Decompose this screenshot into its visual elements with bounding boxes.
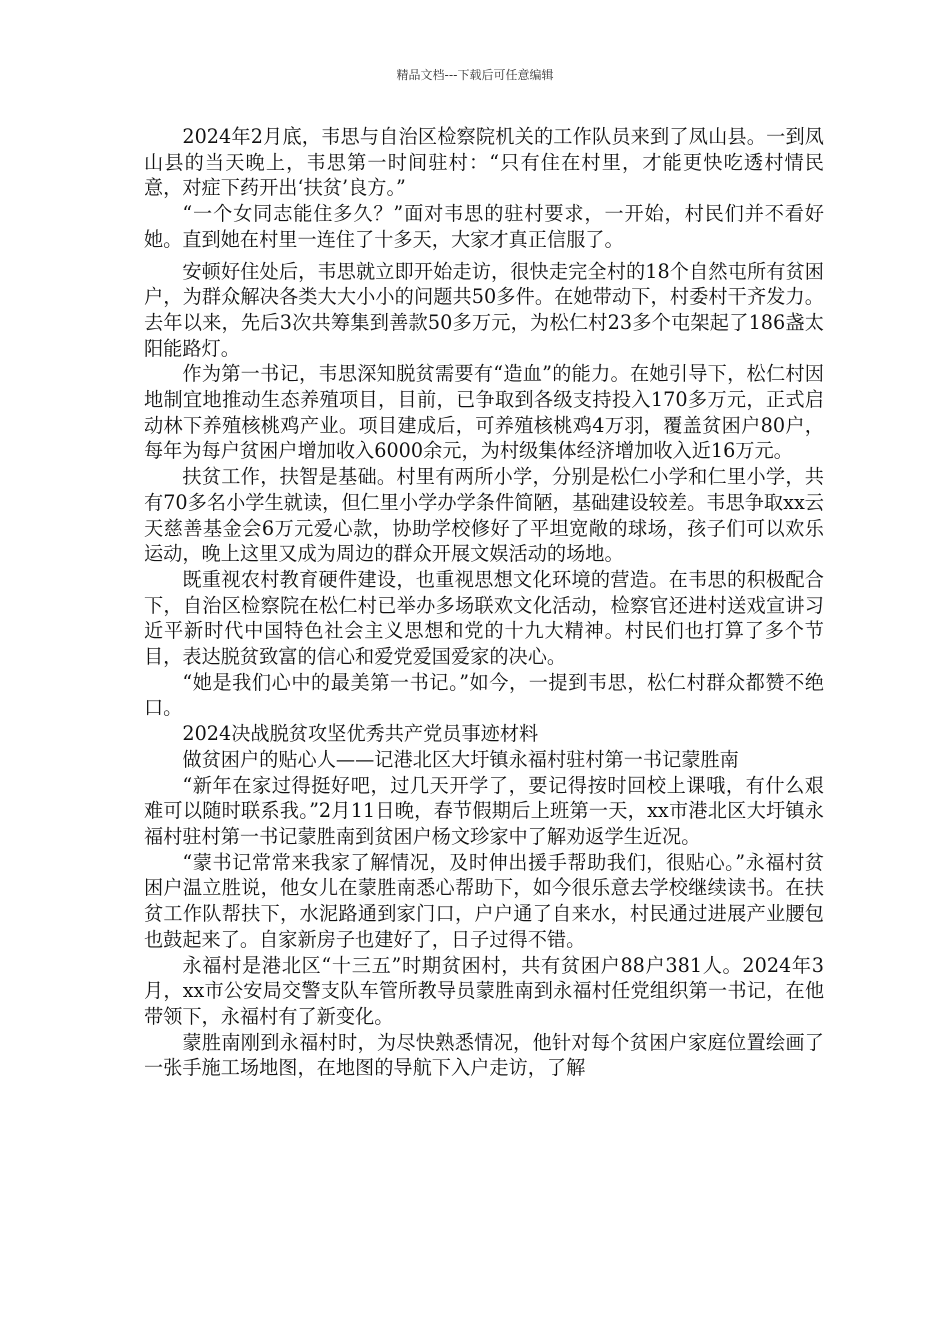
paragraph-8: “新年在家过得挺好吧，过几天开学了，要记得按时回校上课哦，有什么艰难可以随时联系我。”2月11日晚，春节假期后上班第一天，xx市港北区大圩镇永福村驻村第一书记蒙胜南到贫困户杨文珍家中了解劝返学生近况。 (144, 773, 824, 848)
paragraph-5: 扶贫工作，扶智是基础。村里有两所小学，分别是松仁小学和仁里小学，共有70多名小学生就读，但仁里小学办学条件简陋，基础建设较差。韦思争取xx云天慈善基金会6万元爱心款，协助学校修好了平坦宽敞的球场，孩子们可以欢乐运动，晚上这里又成为周边的群众开展文娱活动的场地。 (144, 465, 824, 566)
article-title: 做贫困户的贴心人——记港北区大圩镇永福村驻村第一书记蒙胜南 (182, 747, 739, 771)
paragraph-2: “一个女同志能住多久？”面对韦思的驻村要求，一开始，村民们并不看好她。直到她在村里一连住了十多天，大家才真正信服了。 (144, 202, 824, 251)
paragraph-11: 蒙胜南刚到永福村时，为尽快熟悉情况，他针对每个贫困户家庭位置绘画了一张手施工场地图，在地图的导航下入户走访，了解 (144, 1030, 824, 1080)
paragraph-6: 既重视农村教育硬件建设，也重视思想文化环境的营造。在韦思的积极配合下，自治区检察院在松仁村已举办多场联欢文化活动，检察官还进村送戏宣讲习近平新时代中国特色社会主义思想和党的十九大精神。村民们也打算了多个节目，表达脱贫致富的信心和爱党爱国爱家的决心。 (144, 567, 824, 669)
paragraph-4: 作为第一书记，韦思深知脱贫需要有“造血”的能力。在她引导下，松仁村因地制宜地推动生态养殖项目，目前，已争取到各级支持投入170多万元，正式启动林下养殖核桃鸡产业。项目建成后，可养殖核桃鸡4万羽，覆盖贫困户80户，每年为每户贫困户增加收入6000余元，为村级集体经济增加收入近16万元。 (144, 362, 824, 463)
document-body (144, 124, 824, 1081)
paragraph-3: 安顿好住处后，韦思就立即开始走访，很快走完全村的18个自然屯所有贫困户，为群众解决各类大大小小的问题共50多件。在她带动下，村委村干齐发力。去年以来，先后3次共筹集到善款50多万元，为松仁村23多个屯架起了186盏太阳能路灯。 (144, 259, 824, 360)
paragraph-7: “她是我们心中的最美第一书记。”如今，一提到韦思，松仁村群众都赞不绝口。 (144, 670, 824, 720)
paragraph-9: “蒙书记常常来我家了解情况，及时伸出援手帮助我们，很贴心。”永福村贫困户温立胜说，他女儿在蒙胜南悉心帮助下，如今很乐意去学校继续读书。在扶贫工作队帮扶下，水泥路通到家门口，户户通了自来水，村民通过进展产业腰包也鼓起来了。自家新房子也建好了，日子过得不错。 (144, 850, 824, 951)
paragraph-10: 永福村是港北区“十三五”时期贫困村，共有贫困户88户381人。2024年3月，xx市公安局交警支队车管所教导员蒙胜南到永福村任党组织第一书记，在他带领下，永福村有了新变化。 (144, 953, 824, 1028)
paragraph-1: 2024年2月底，韦思与自治区检察院机关的工作队员来到了凤山县。一到凤山县的当天晚上，韦思第一时间驻村：“只有住在村里，才能更快吃透村情民意，对症下药开出‘扶贫’良方。” (144, 125, 824, 200)
section-title: 2024决战脱贫攻坚优秀共产党员事迹材料 (182, 722, 539, 746)
page-header: 精品文档---下载后可任意编辑 (396, 68, 554, 82)
